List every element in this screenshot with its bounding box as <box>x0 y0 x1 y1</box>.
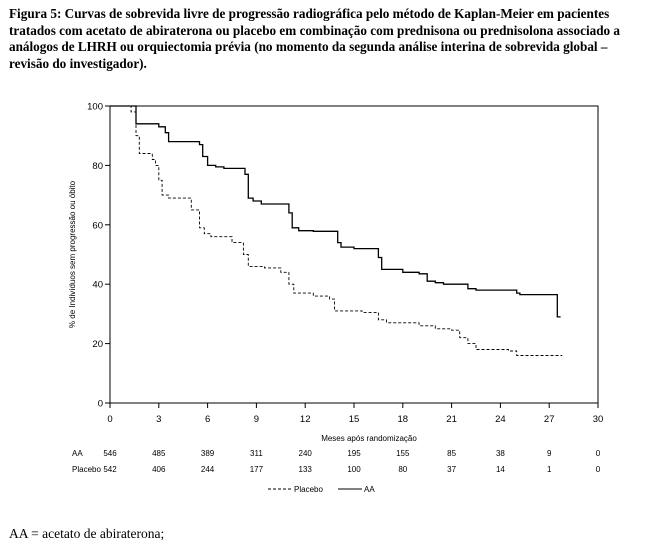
risk-cell: 0 <box>595 449 601 458</box>
x-axis-label: Meses após randomização <box>321 434 417 443</box>
y-axis-label: % de Indivíduos sem progressão ou óbito <box>68 180 77 329</box>
legend-label-placebo: Placebo <box>294 485 323 494</box>
x-tick-label: 6 <box>204 414 211 425</box>
risk-cell: 542 <box>103 465 117 474</box>
risk-cell: 38 <box>495 449 505 458</box>
y-tick-label: 40 <box>92 279 103 291</box>
risk-cell: 389 <box>200 449 215 458</box>
x-tick-label: 0 <box>107 414 113 425</box>
y-tick-label: 20 <box>92 339 103 351</box>
y-tick-label: 100 <box>87 101 103 113</box>
risk-cell: 311 <box>250 449 263 458</box>
risk-cell: 177 <box>249 465 264 474</box>
x-tick-label: 24 <box>495 414 506 425</box>
risk-cell: 195 <box>347 449 361 458</box>
risk-cell: 406 <box>152 465 166 474</box>
y-axis <box>87 102 110 410</box>
x-tick-label: 9 <box>253 414 260 425</box>
x-tick-label: 30 <box>592 414 604 425</box>
risk-cell: 240 <box>298 449 312 458</box>
survival-curves <box>110 106 562 356</box>
risk-cell: 133 <box>298 465 312 474</box>
y-tick-label: 0 <box>97 398 103 410</box>
plot-frame <box>110 106 598 403</box>
risk-cell: 37 <box>447 465 457 474</box>
risk-cell: 546 <box>103 449 117 458</box>
legend-label-aa: AA <box>364 485 375 494</box>
series-aa-line <box>110 106 561 317</box>
risk-cell: 9 <box>546 449 552 458</box>
risk-cell: 14 <box>495 465 505 474</box>
risk-cell: 85 <box>447 449 457 458</box>
risk-cell: 100 <box>347 465 361 474</box>
x-tick-label: 27 <box>543 414 555 425</box>
legend <box>268 485 375 494</box>
risk-cell: 80 <box>398 465 408 474</box>
risk-table <box>72 449 601 474</box>
risk-row-label: Placebo <box>72 465 101 474</box>
y-tick-label: 80 <box>92 160 103 172</box>
x-tick-label: 12 <box>299 414 311 425</box>
plot-border <box>110 106 598 403</box>
figure-caption: Figura 5: Curvas de sobrevida livre de progressão radiográfica pelo método de Kaplan-Meier em pacientes tratados com acetato de abiraterona ou placebo em combinação com prednisona ou prednisolona associado a análogos de LHRH ou orquiectomia prévia (no momento da segunda análise interina de sobrevida global – revisão do investigador). <box>9 6 621 71</box>
y-tick-label: 60 <box>92 220 103 232</box>
footnote: AA = acetato de abiraterona; <box>9 526 165 541</box>
risk-cell: 0 <box>595 465 601 474</box>
x-tick-label: 21 <box>446 414 457 425</box>
risk-cell: 244 <box>200 465 215 474</box>
x-tick-label: 15 <box>348 414 360 425</box>
risk-cell: 155 <box>396 449 410 458</box>
risk-row-label: AA <box>72 449 83 458</box>
x-tick-label: 18 <box>397 414 409 425</box>
x-tick-label: 3 <box>156 414 162 425</box>
x-axis <box>107 403 603 425</box>
risk-cell: 485 <box>152 449 166 458</box>
risk-cell: 1 <box>546 465 552 474</box>
